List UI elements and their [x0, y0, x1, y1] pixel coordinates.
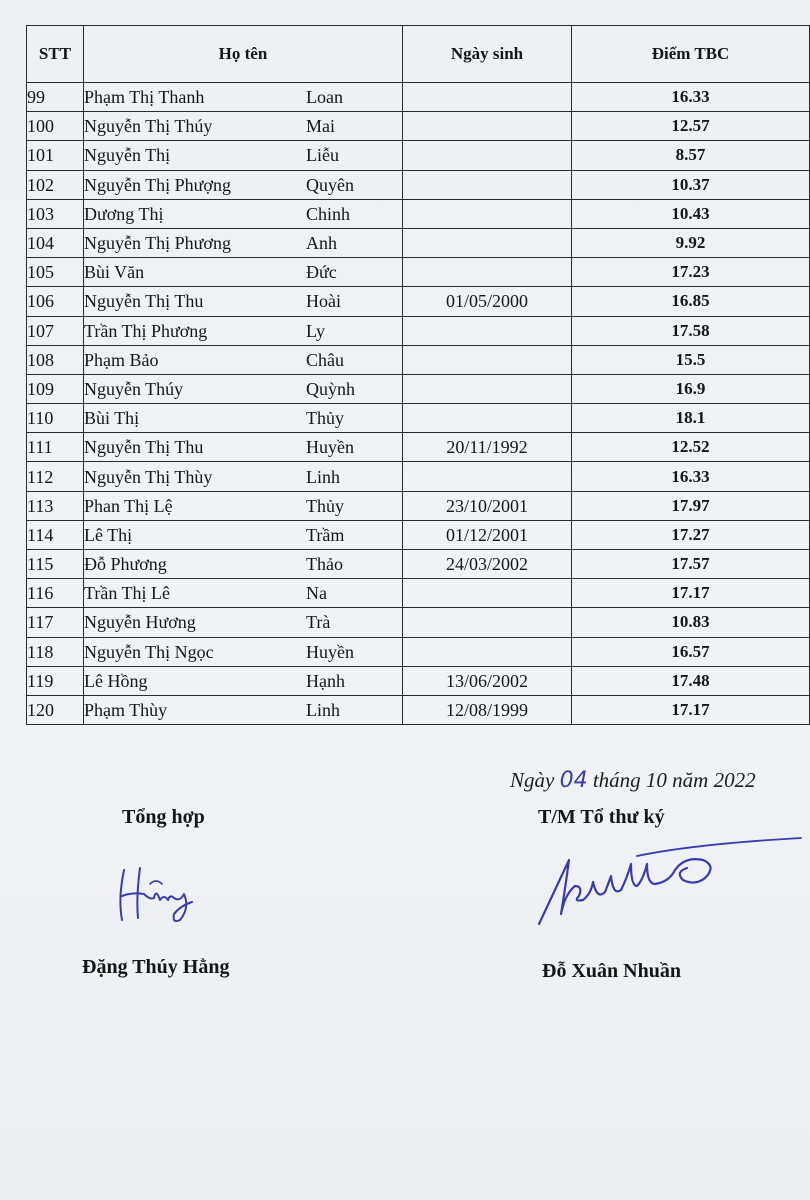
row-family-name: Lê Hồng — [84, 670, 148, 691]
table-row — [27, 579, 810, 608]
row-dob — [403, 345, 572, 374]
row-family-name: Nguyễn Thị Ngọc — [84, 641, 214, 662]
row-dob: 01/12/2001 — [403, 520, 572, 549]
row-stt: 117 — [27, 608, 84, 637]
row-score: 18.1 — [572, 404, 810, 433]
row-name — [84, 141, 403, 170]
signing-date — [510, 768, 756, 793]
row-stt: 116 — [27, 579, 84, 608]
row-given-name: Hoài — [306, 291, 341, 312]
row-score: 12.52 — [572, 433, 810, 462]
row-family-name: Bùi Thị — [84, 408, 140, 429]
row-name — [84, 228, 403, 257]
row-given-name: Trà — [306, 612, 331, 633]
row-family-name: Phạm Bảo — [84, 349, 159, 370]
header-name: Họ tên — [84, 26, 403, 83]
table-row — [27, 83, 810, 112]
compiler-name: Đặng Thúy Hằng — [82, 956, 230, 978]
row-score: 10.37 — [572, 170, 810, 199]
table-row — [27, 608, 810, 637]
row-given-name: Quỳnh — [306, 378, 355, 399]
row-given-name: Loan — [306, 87, 343, 108]
table-row — [27, 374, 810, 403]
row-dob — [403, 170, 572, 199]
row-score: 15.5 — [572, 345, 810, 374]
row-name — [84, 608, 403, 637]
row-dob — [403, 374, 572, 403]
row-given-name: Châu — [306, 349, 344, 370]
row-name — [84, 637, 403, 666]
row-score: 16.33 — [572, 83, 810, 112]
row-family-name: Phạm Thùy — [84, 700, 168, 721]
row-family-name: Dương Thị — [84, 203, 164, 224]
row-stt: 120 — [27, 695, 84, 724]
row-family-name: Lê Thị — [84, 524, 133, 545]
row-name — [84, 316, 403, 345]
date-day: 04 — [559, 768, 588, 793]
row-given-name: Huyền — [306, 437, 354, 458]
table-row — [27, 112, 810, 141]
row-name — [84, 199, 403, 228]
date-prefix: Ngày — [510, 768, 555, 792]
row-score: 17.48 — [572, 666, 810, 695]
table-row — [27, 316, 810, 345]
table-row — [27, 550, 810, 579]
row-given-name: Hạnh — [306, 670, 345, 691]
secretary-signature — [535, 830, 805, 930]
table-row — [27, 695, 810, 724]
table-row — [27, 520, 810, 549]
row-name — [84, 404, 403, 433]
row-dob: 12/08/1999 — [403, 695, 572, 724]
row-given-name: Ly — [306, 320, 326, 341]
header-score: Điểm TBC — [572, 26, 810, 83]
row-given-name: Mai — [306, 116, 335, 137]
row-stt: 108 — [27, 345, 84, 374]
row-given-name: Thủy — [306, 408, 344, 429]
table-body — [27, 83, 810, 725]
row-score: 17.17 — [572, 695, 810, 724]
row-score: 16.85 — [572, 287, 810, 316]
row-name — [84, 258, 403, 287]
row-stt: 103 — [27, 199, 84, 228]
row-name — [84, 345, 403, 374]
row-stt: 112 — [27, 462, 84, 491]
row-given-name: Linh — [306, 700, 340, 721]
row-dob: 13/06/2002 — [403, 666, 572, 695]
row-dob: 20/11/1992 — [403, 433, 572, 462]
row-family-name: Nguyễn Hương — [84, 612, 196, 633]
row-dob: 24/03/2002 — [403, 550, 572, 579]
row-score: 17.23 — [572, 258, 810, 287]
row-stt: 99 — [27, 83, 84, 112]
row-score: 17.97 — [572, 491, 810, 520]
row-stt: 107 — [27, 316, 84, 345]
row-name — [84, 433, 403, 462]
row-stt: 101 — [27, 141, 84, 170]
table-row — [27, 228, 810, 257]
row-name — [84, 83, 403, 112]
row-dob — [403, 141, 572, 170]
row-name — [84, 550, 403, 579]
row-family-name: Phạm Thị Thanh — [84, 87, 205, 108]
row-given-name: Trầm — [306, 524, 345, 545]
row-given-name: Thủy — [306, 495, 344, 516]
row-dob — [403, 608, 572, 637]
row-family-name: Nguyễn Thị — [84, 145, 171, 166]
table-row — [27, 637, 810, 666]
row-given-name: Linh — [306, 466, 340, 487]
table-row — [27, 170, 810, 199]
table-row — [27, 433, 810, 462]
table-row — [27, 404, 810, 433]
table-row — [27, 666, 810, 695]
compiler-signature — [110, 858, 200, 928]
table-row — [27, 287, 810, 316]
grades-table — [26, 25, 810, 725]
row-stt: 100 — [27, 112, 84, 141]
row-given-name: Anh — [306, 233, 337, 254]
row-stt: 104 — [27, 228, 84, 257]
row-dob — [403, 83, 572, 112]
row-name — [84, 287, 403, 316]
row-family-name: Nguyễn Thị Thùy — [84, 466, 213, 487]
row-name — [84, 491, 403, 520]
row-given-name: Chinh — [306, 203, 351, 224]
header-dob: Ngày sinh — [403, 26, 572, 83]
row-stt: 111 — [27, 433, 84, 462]
row-given-name: Liễu — [306, 145, 339, 166]
row-dob — [403, 316, 572, 345]
row-score: 12.57 — [572, 112, 810, 141]
table-row — [27, 258, 810, 287]
row-name — [84, 462, 403, 491]
row-family-name: Nguyễn Thị Thu — [84, 437, 204, 458]
row-score: 10.43 — [572, 199, 810, 228]
row-dob: 01/05/2000 — [403, 287, 572, 316]
row-score: 8.57 — [572, 141, 810, 170]
row-stt: 109 — [27, 374, 84, 403]
secretary-title: T/M Tổ thư ký — [538, 806, 665, 828]
row-family-name: Đỗ Phương — [84, 554, 167, 575]
table-row — [27, 462, 810, 491]
row-family-name: Nguyễn Thị Phương — [84, 233, 231, 254]
row-dob — [403, 199, 572, 228]
table-header-row — [27, 26, 810, 83]
row-stt: 102 — [27, 170, 84, 199]
row-family-name: Nguyễn Thúy — [84, 378, 184, 399]
row-name — [84, 374, 403, 403]
row-name — [84, 579, 403, 608]
row-name — [84, 112, 403, 141]
row-score: 16.33 — [572, 462, 810, 491]
compiler-title: Tổng hợp — [122, 806, 205, 828]
row-dob — [403, 112, 572, 141]
row-stt: 106 — [27, 287, 84, 316]
row-dob — [403, 258, 572, 287]
table-row — [27, 141, 810, 170]
row-family-name: Trần Thị Lê — [84, 583, 171, 604]
row-dob: 23/10/2001 — [403, 491, 572, 520]
row-score: 10.83 — [572, 608, 810, 637]
row-stt: 115 — [27, 550, 84, 579]
row-score: 17.27 — [572, 520, 810, 549]
row-stt: 114 — [27, 520, 84, 549]
row-given-name: Quyên — [306, 174, 354, 195]
row-dob — [403, 228, 572, 257]
row-stt: 105 — [27, 258, 84, 287]
row-dob — [403, 404, 572, 433]
row-stt: 113 — [27, 491, 84, 520]
row-dob — [403, 637, 572, 666]
row-stt: 119 — [27, 666, 84, 695]
secretary-name: Đỗ Xuân Nhuần — [542, 960, 681, 982]
row-given-name: Na — [306, 583, 327, 604]
row-score: 17.58 — [572, 316, 810, 345]
table-row — [27, 199, 810, 228]
row-score: 17.57 — [572, 550, 810, 579]
row-stt: 110 — [27, 404, 84, 433]
row-dob — [403, 462, 572, 491]
table-row — [27, 491, 810, 520]
row-given-name: Thảo — [306, 554, 343, 575]
row-score: 17.17 — [572, 579, 810, 608]
table-row — [27, 345, 810, 374]
row-score: 9.92 — [572, 228, 810, 257]
row-name — [84, 666, 403, 695]
row-score: 16.57 — [572, 637, 810, 666]
date-rest: tháng 10 năm 2022 — [592, 768, 756, 792]
row-family-name: Phan Thị Lệ — [84, 495, 173, 516]
row-family-name: Bùi Văn — [84, 262, 145, 283]
row-name — [84, 695, 403, 724]
row-score: 16.9 — [572, 374, 810, 403]
row-stt: 118 — [27, 637, 84, 666]
row-given-name: Huyền — [306, 641, 354, 662]
row-dob — [403, 579, 572, 608]
row-name — [84, 520, 403, 549]
row-family-name: Nguyễn Thị Thúy — [84, 116, 213, 137]
row-family-name: Nguyễn Thị Phượng — [84, 174, 231, 195]
row-given-name: Đức — [306, 262, 337, 283]
row-family-name: Trần Thị Phương — [84, 320, 208, 341]
row-name — [84, 170, 403, 199]
row-family-name: Nguyễn Thị Thu — [84, 291, 204, 312]
header-stt: STT — [27, 26, 84, 83]
